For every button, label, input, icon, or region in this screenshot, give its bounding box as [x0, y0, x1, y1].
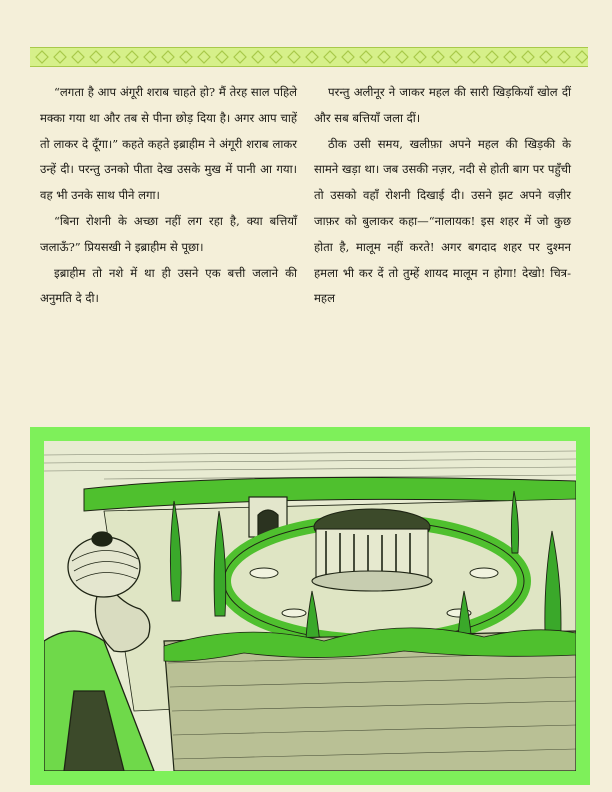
illustration: [44, 441, 576, 771]
border-motif: [108, 51, 120, 63]
paragraph: ठीक उसी समय, खलीफ़ा अपने महल की खिड़की के सामने खड़ा था। जब उसकी नज़र, नदी से होती बाग पर पहुँची तो उसको वहाँ रोशनी दिखाई दी। उसने झट अपने वज़ीर जाफ़र को बुलाकर कहा—“नालायक! इस शहर में जो कुछ होता है, मालूम नहीं करते! अगर बगदाद शहर पर दुश्मन हमला भी कर दें तो तुम्हें शायद मालूम न होगा! देखो! चित्र-महल: [314, 136, 571, 306]
border-motif: [486, 51, 498, 63]
pavilion: [312, 509, 432, 591]
border-motif: [198, 51, 210, 63]
border-motif: [72, 51, 84, 63]
paragraph: परन्तु अलीनूर ने जाकर महल की सारी खिड़कियाँ खोल दीं और सब बत्तियाँ जला दीं।: [314, 85, 571, 125]
border-motif: [504, 51, 516, 63]
border-motif: [234, 51, 246, 63]
border-motif: [558, 51, 570, 63]
border-motif: [90, 51, 102, 63]
border-motif: [36, 51, 48, 63]
border-motif: [432, 51, 444, 63]
border-motif: [360, 51, 372, 63]
decorative-border: [30, 47, 588, 67]
border-motif: [144, 51, 156, 63]
border-motif: [450, 51, 462, 63]
border-motif: [216, 51, 228, 63]
border-motif: [468, 51, 480, 63]
border-motif: [54, 51, 66, 63]
border-motif: [540, 51, 552, 63]
paragraph: “बिना रोशनी के अच्छा नहीं लग रहा है, क्या बत्तियाँ जलाऊँ?” प्रियसखी ने इब्राहीम से पूछा।: [40, 213, 297, 254]
border-motif: [126, 51, 138, 63]
illustration-frame: [30, 427, 590, 785]
paragraph: “लगता है आप अंगूरी शराब चाहते हो? मैं तेरह साल पहिले मक्का गया था और तब से पीना छोड़ दिया है। अगर आप चाहें तो लाकर दे दूँगा।” कहते कहते इब्राहीम ने अंगूरी शराब लाकर उन्हें दी। परन्तु उनको पीता देख उसके मुख में पानी आ गया। वह भी उनके साथ पीने लगा।: [40, 85, 297, 203]
border-motif: [180, 51, 192, 63]
border-motif: [324, 51, 336, 63]
text-column-right: [314, 80, 571, 312]
border-motif: [306, 51, 318, 63]
border-motif: [576, 51, 588, 63]
border-motif: [342, 51, 354, 63]
border-motif: [252, 51, 264, 63]
text-column-left: [40, 80, 297, 312]
border-motif: [378, 51, 390, 63]
border-motif: [270, 51, 282, 63]
border-motif: [396, 51, 408, 63]
border-motif: [522, 51, 534, 63]
border-motif: [162, 51, 174, 63]
paragraph: इब्राहीम तो नशे में था ही उसने एक बत्ती जलाने की अनुमति दे दी।: [40, 265, 297, 306]
border-motif: [414, 51, 426, 63]
border-motif: [288, 51, 300, 63]
